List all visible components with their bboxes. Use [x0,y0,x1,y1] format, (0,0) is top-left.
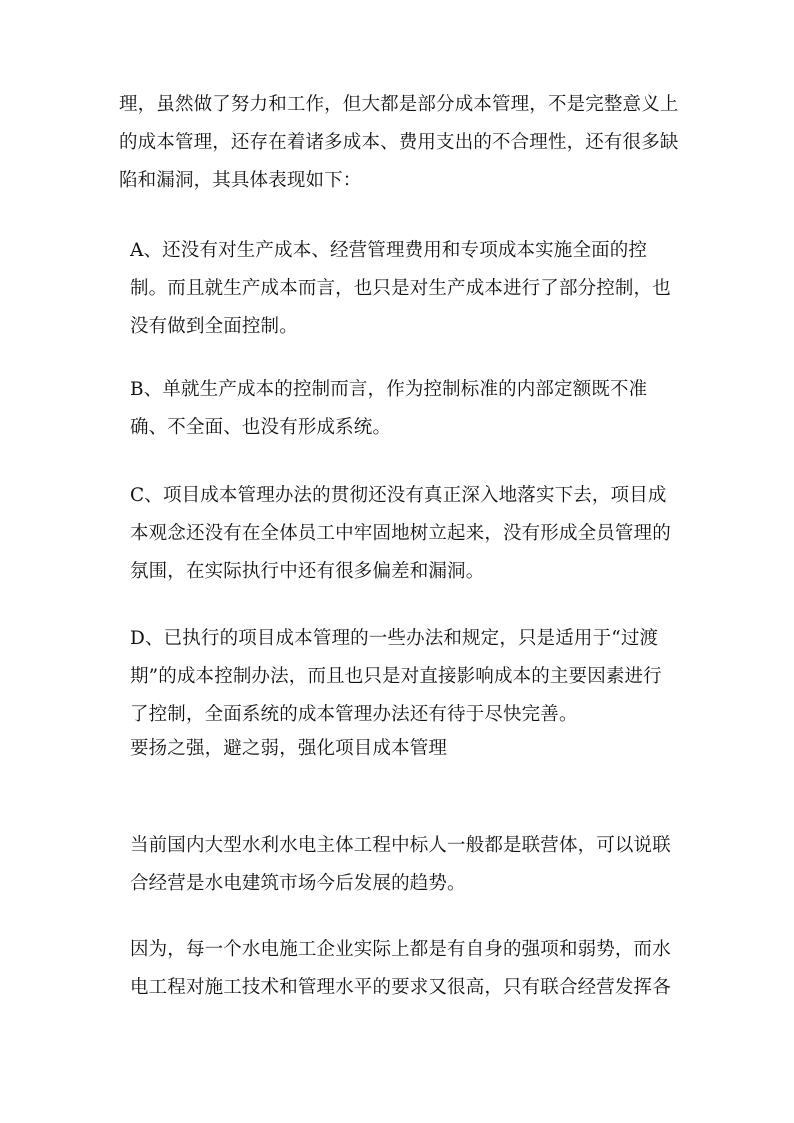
paragraph-point-a: A、还没有对生产成本、经营管理费用和专项成本实施全面的控制。而且就生产成本而言，也只是对生产成本进行了部分控制，也没有做到全面控制。 [130,240,671,337]
paragraph-point-d: D、已执行的项目成本管理的一些办法和规定，只是适用于“过渡期”的成本控制办法，而且也只是对直接影响成本的主要因素进行了控制，全面系统的成本管理办法还有待于尽快完善。 [130,628,662,725]
paragraph-point-b: B、单就生产成本的控制而言，作为控制标准的内部定额既不准确、不全面、也没有形成系统。 [130,379,648,438]
paragraph-joint-venture: 当前国内大型水利水电主体工程中标人一般都是联营体，可以说联合经营是水电建筑市场今后发展的趋势。 [130,835,671,894]
section-heading: 要扬之强，避之弱，强化项目成本管理 [130,738,448,759]
paragraph-point-c: C、项目成本管理办法的贯彻还没有真正深入地落实下去，项目成本观念还没有在全体员工中牢固地树立起来，没有形成全员管理的氛围，在实际执行中还有很多偏差和漏洞。 [130,485,671,582]
paragraph-intro-continued: 理，虽然做了努力和工作，但大都是部分成本管理，不是完整意义上的成本管理，还存在着诸多成本、费用支出的不合理性，还有很多缺陷和漏洞，其具体表现如下： [119,94,679,191]
paragraph-reason: 因为，每一个水电施工企业实际上都是有自身的强项和弱势，而水电工程对施工技术和管理水平的要求又很高，只有联合经营发挥各 [130,939,671,998]
